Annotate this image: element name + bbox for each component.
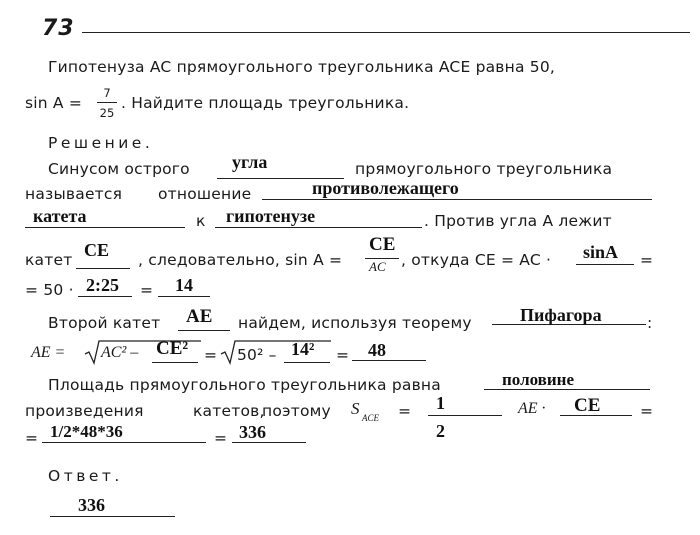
header-rule (82, 32, 690, 33)
s1-text-11: = 50 · (25, 281, 74, 299)
s2-blank-4-answer: 14² (291, 339, 315, 359)
s3-equals-1: = (398, 402, 412, 420)
s3-ae-dot: AE · (518, 400, 546, 417)
s1-text-2: прямоугольного треугольника (355, 160, 613, 178)
s3-blank-3-answer: 1/2*48*36 (50, 422, 123, 441)
s1-text-3: называется (25, 185, 123, 203)
s1-blank-6-line (576, 264, 634, 265)
s1-text-4: отношение (158, 185, 252, 203)
s1-blank-1-answer: угла (232, 152, 268, 172)
s2-text-2: найдем, используя теорему (238, 314, 472, 332)
s1-text-12: = (140, 281, 154, 299)
s1-blank-2-answer: противолежащего (312, 178, 459, 198)
s1-blank-5-line (76, 268, 130, 269)
s1-blank-2-line (262, 199, 652, 200)
s3-fraction-bar (428, 415, 502, 416)
s2-blank-3-answer: CE² (156, 338, 189, 359)
solution-heading: Решение. (48, 134, 154, 152)
s1-blank-4-answer: гипотенузе (226, 206, 316, 226)
s2-blank-5-line (352, 360, 426, 361)
s1-blank-7-answer: 2:25 (86, 275, 119, 295)
s1-text-9: , откуда CE = AC · (401, 251, 552, 269)
s1-text-10: = (640, 251, 654, 269)
s1-blank-4-line (215, 227, 422, 228)
s1-fraction-denominator: AC (369, 259, 386, 274)
s2-text-3: : (647, 314, 653, 332)
problem-fraction-denominator: 25 (99, 106, 115, 120)
s1-blank-3-answer: катета (33, 206, 87, 226)
s3-text-1: Площадь прямоугольного треугольника равна (48, 376, 441, 394)
s2-blank-1-line (178, 330, 230, 331)
page-number: 73 (42, 16, 75, 41)
s3-blank-3-line (42, 442, 206, 443)
s1-blank-6-answer: sinA (583, 242, 619, 262)
problem-line-1: Гипотенуза AC прямоугольного треугольника ACE равна 50, (48, 58, 556, 76)
answer-line (50, 516, 175, 517)
s2-blank-4-line (284, 362, 330, 363)
s2-blank-2-answer: Пифагора (520, 305, 602, 325)
s2-equals-2: = (336, 346, 350, 364)
s3-blank-2-answer: CE (574, 395, 601, 416)
problem-sin-label: sin A = (25, 94, 83, 112)
s1-text-6: . Против угла A лежит (424, 212, 612, 230)
s3-blank-1-answer: половине (502, 370, 575, 389)
s2-sqrt-2-text: 50² – (237, 346, 277, 364)
problem-fraction-bar (97, 102, 117, 103)
s1-fraction-numerator: CE (369, 234, 396, 255)
s3-equals-3: = (25, 429, 39, 447)
problem-line-2: . Найдите площадь треугольника. (121, 94, 410, 112)
s3-fraction-denominator: 2 (436, 421, 445, 441)
s3-area-symbol: S (351, 399, 360, 418)
s3-blank-4-answer: 336 (239, 422, 266, 442)
s2-blank-5-answer: 48 (368, 340, 386, 360)
s1-text-7: катет (25, 251, 73, 269)
s1-text-8: , следовательно, sin A = (138, 251, 343, 269)
s1-blank-8-line (158, 296, 210, 297)
s2-sqrt-1-text: AC² – (101, 344, 139, 361)
answer-value: 336 (78, 495, 105, 515)
s2-text-1: Второй катет (48, 314, 161, 332)
s3-text-3: катетов, (193, 402, 265, 420)
s3-fraction-numerator: 1 (436, 393, 445, 413)
s1-blank-3-line (25, 227, 185, 228)
s3-area-subscript: ACE (362, 413, 379, 423)
s1-blank-5-answer: CE (84, 240, 110, 260)
s3-equals-4: = (214, 429, 228, 447)
s3-equals-2: = (640, 402, 654, 420)
s3-text-4: поэтому (262, 402, 331, 420)
problem-fraction-numerator: 7 (103, 86, 111, 100)
answer-heading: Ответ. (48, 467, 123, 485)
s1-text-1: Синусом острого (48, 160, 190, 178)
s2-equals-1: = (204, 346, 218, 364)
s1-blank-7-line (78, 296, 132, 297)
s2-blank-1-answer: AE (186, 306, 213, 327)
s3-text-2: произведения (25, 402, 144, 420)
s2-blank-3-line (152, 362, 198, 363)
s1-blank-8-answer: 14 (175, 275, 193, 295)
s2-ae-label: AE = (31, 344, 66, 361)
s1-text-5: к (196, 212, 206, 230)
